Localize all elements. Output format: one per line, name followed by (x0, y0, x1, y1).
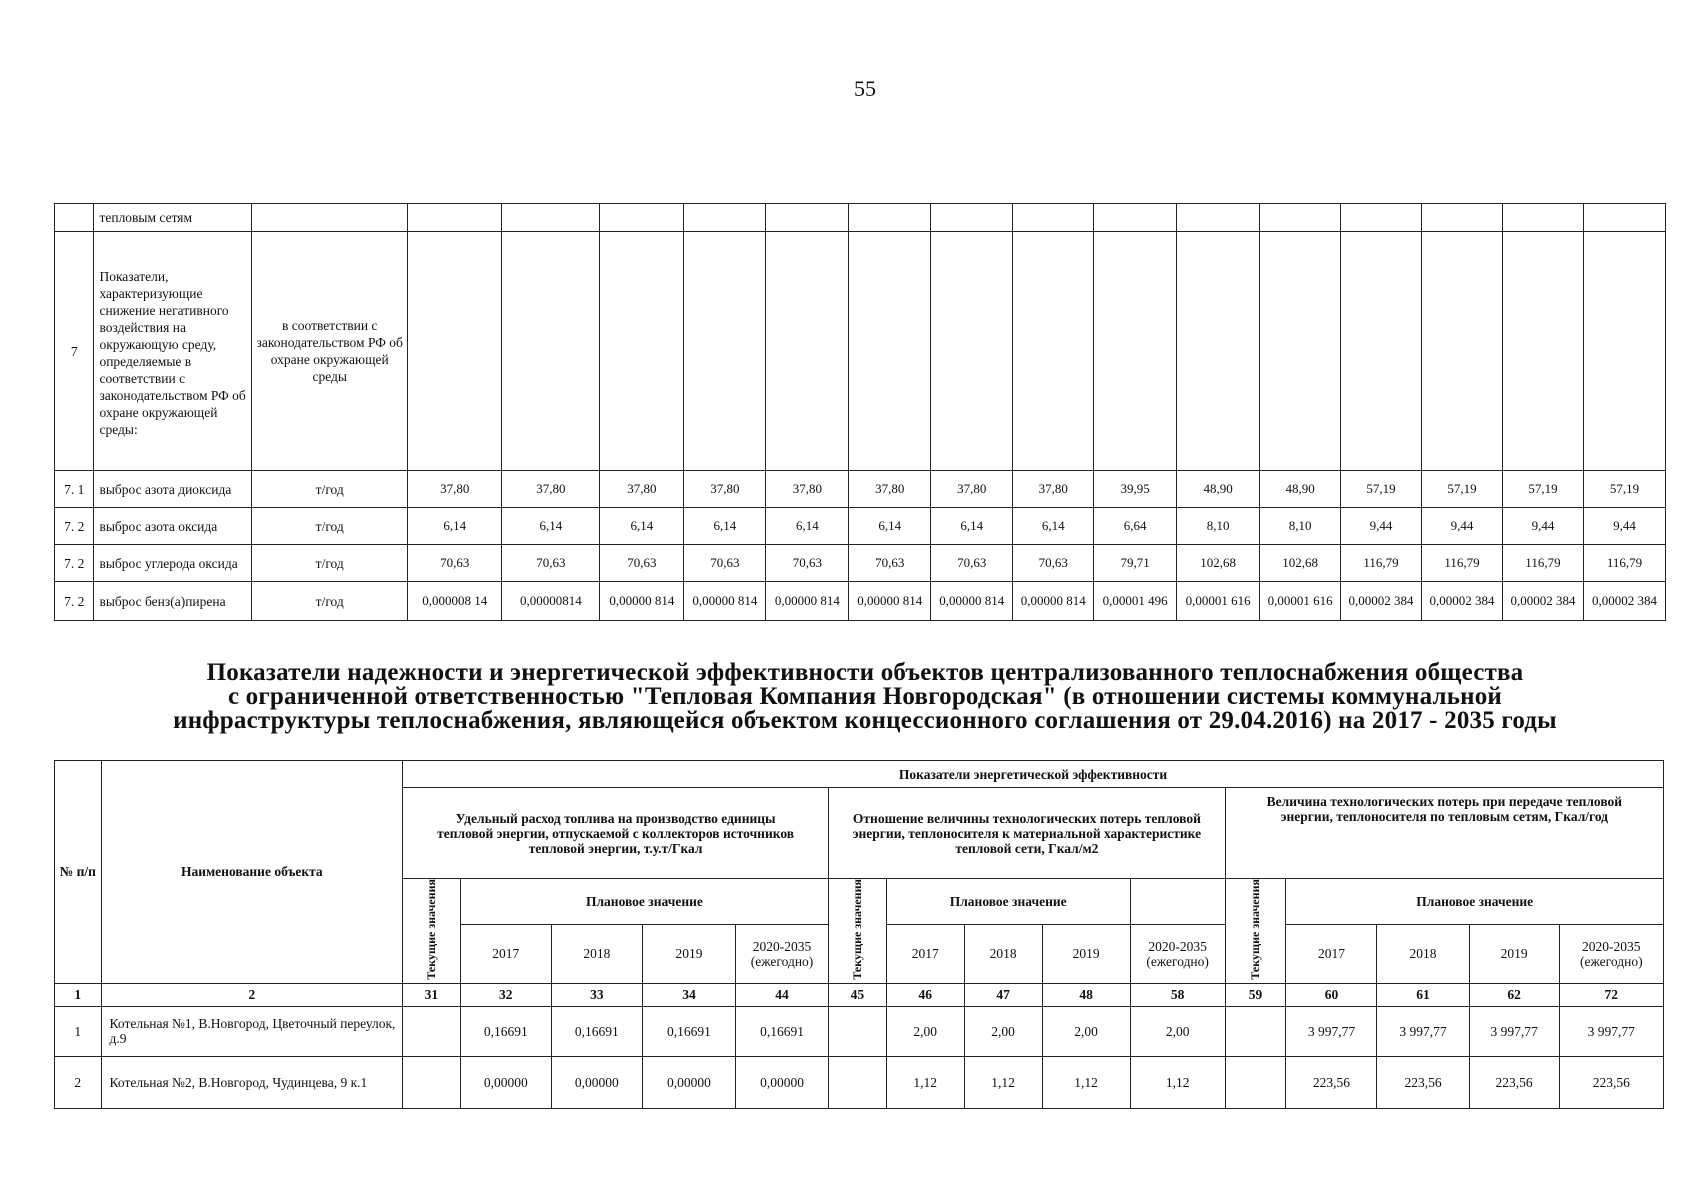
value-cell: 116,79 (1341, 545, 1422, 582)
value-cell: 57,19 (1583, 471, 1665, 508)
value-cell: 0,00000 814 (931, 582, 1013, 621)
object-name: Котельная №1, В.Новгород, Цветочный переулок, д.9 (101, 1006, 403, 1056)
value-cell: 0,00002 384 (1502, 582, 1583, 621)
value-cell: 70,63 (600, 545, 684, 582)
group-title-fuel: Удельный расход топлива на производство единицы тепловой энергии, отпускаемой с коллекторов источников тепловой энергии, т.у.т/Гкал (403, 788, 829, 879)
value-cell: 223,56 (1286, 1056, 1377, 1108)
value-cell: 57,19 (1422, 471, 1503, 508)
value-cell (1225, 1056, 1286, 1108)
value-cell: 0,00001 616 (1260, 582, 1341, 621)
year-header: 2020-2035 (ежегодно) (1130, 924, 1225, 983)
index-cell: 60 (1286, 983, 1377, 1006)
value-cell: 8,10 (1260, 508, 1341, 545)
value-cell: 0,00000 (735, 1056, 828, 1108)
row-unit: т/год (252, 545, 408, 582)
index-cell: 46 (886, 983, 964, 1006)
value-cell: 48,90 (1260, 471, 1341, 508)
value-cell: 37,80 (684, 471, 766, 508)
value-cell: 57,19 (1341, 471, 1422, 508)
value-cell: 37,80 (408, 471, 502, 508)
value-cell: 0,00000 814 (1013, 582, 1094, 621)
value-cell: 3 997,77 (1469, 1006, 1559, 1056)
index-cell: 32 (460, 983, 551, 1006)
index-row (55, 983, 1664, 1006)
row-number: 7. 2 (55, 545, 94, 582)
value-cell: 37,80 (600, 471, 684, 508)
value-cell (403, 1006, 461, 1056)
title-line: с ограниченной ответственностью "Тепловая Компания Новгородская" (в отношении системы коммунальной (227, 683, 1503, 710)
value-cell: 39,95 (1094, 471, 1177, 508)
index-cell: 58 (1130, 983, 1225, 1006)
value-cell: 9,44 (1583, 508, 1665, 545)
plan-header: Плановое значение (886, 879, 1130, 925)
value-cell: 1,12 (1130, 1056, 1225, 1108)
row-label: тепловым сетям (94, 204, 252, 232)
table-row (55, 582, 1666, 621)
value-cell: 0,00000 (642, 1056, 735, 1108)
year-header: 2017 (1286, 924, 1377, 983)
value-cell: 3 997,77 (1559, 1006, 1663, 1056)
value-cell: 223,56 (1559, 1056, 1663, 1108)
row-number: 7. 2 (55, 508, 94, 545)
value-cell: 70,63 (849, 545, 931, 582)
value-cell: 0,00002 384 (1341, 582, 1422, 621)
table-row (55, 1006, 1664, 1056)
value-cell: 70,63 (766, 545, 849, 582)
value-cell: 0,00000 (460, 1056, 551, 1108)
value-cell: 3 997,77 (1377, 1006, 1469, 1056)
plan-header: Плановое значение (1286, 879, 1664, 925)
value-cell: 79,71 (1094, 545, 1177, 582)
value-cell: 9,44 (1422, 508, 1503, 545)
value-cell: 116,79 (1422, 545, 1503, 582)
current-header: Текущие значения (403, 879, 461, 984)
value-cell: 0,00001 496 (1094, 582, 1177, 621)
value-cell (829, 1006, 887, 1056)
value-cell: 0,00000 814 (766, 582, 849, 621)
row-number: 7. 2 (55, 582, 94, 621)
year-header: 2019 (642, 924, 735, 983)
value-cell: 1,12 (886, 1056, 964, 1108)
value-cell: 70,63 (1013, 545, 1094, 582)
index-cell: 48 (1042, 983, 1130, 1006)
index-cell: 1 (55, 983, 102, 1006)
value-cell: 37,80 (1013, 471, 1094, 508)
title-line: Показатели надежности и энергетической эффективности объектов централизованного теплоснабжения общества (206, 659, 1524, 686)
index-cell: 33 (551, 983, 642, 1006)
year-header: 2017 (460, 924, 551, 983)
year-header: 2019 (1042, 924, 1130, 983)
value-cell: 37,80 (931, 471, 1013, 508)
index-cell: 61 (1377, 983, 1469, 1006)
row-number: 7 (55, 232, 94, 471)
value-cell: 37,80 (766, 471, 849, 508)
row-number: 1 (55, 1006, 102, 1056)
section-title (70, 661, 1660, 733)
value-cell: 0,00000814 (502, 582, 600, 621)
value-cell: 37,80 (849, 471, 931, 508)
value-cell: 102,68 (1260, 545, 1341, 582)
row-label: выброс азота диоксида (94, 471, 252, 508)
value-cell: 6,14 (600, 508, 684, 545)
value-cell: 0,00001 616 (1177, 582, 1260, 621)
index-cell: 31 (403, 983, 461, 1006)
value-cell: 3 997,77 (1286, 1006, 1377, 1056)
row-number: 2 (55, 1056, 102, 1108)
table-row (55, 232, 1666, 471)
value-cell: 2,00 (886, 1006, 964, 1056)
table-row (55, 471, 1666, 508)
row-label: выброс бенз(а)пирена (94, 582, 252, 621)
year-header: 2018 (964, 924, 1042, 983)
group-title-loss-ratio: Отношение величины технологических потерь тепловой энергии, теплоносителя к материальной характеристике тепловой сети, Гкал/м2 (829, 788, 1226, 879)
value-cell: 0,16691 (642, 1006, 735, 1056)
emissions-table (54, 203, 1666, 621)
page-number: 55 (854, 76, 876, 101)
row-unit: т/год (252, 582, 408, 621)
value-cell: 0,000008 14 (408, 582, 502, 621)
value-cell: 0,00002 384 (1583, 582, 1665, 621)
col-name-header: Наименование объекта (101, 761, 403, 984)
value-cell: 2,00 (1130, 1006, 1225, 1056)
index-cell: 47 (964, 983, 1042, 1006)
value-cell: 6,14 (931, 508, 1013, 545)
value-cell: 6,14 (1013, 508, 1094, 545)
year-header: 2020-2035 (ежегодно) (735, 924, 828, 983)
value-cell: 9,44 (1502, 508, 1583, 545)
value-cell: 0,00000 814 (684, 582, 766, 621)
value-cell: 2,00 (964, 1006, 1042, 1056)
current-header: Текущие значения (829, 879, 887, 984)
value-cell: 0,00000 814 (600, 582, 684, 621)
table-row (55, 545, 1666, 582)
value-cell: 102,68 (1177, 545, 1260, 582)
value-cell: 0,16691 (551, 1006, 642, 1056)
row-label: Показатели, характеризующие снижение негативного воздействия на окружающую среду, определяемые в соответствии с законодательством РФ об охране окружающей среды: (94, 232, 252, 471)
index-cell: 45 (829, 983, 887, 1006)
value-cell: 0,00002 384 (1422, 582, 1503, 621)
table-row (55, 204, 1666, 232)
table-row (55, 508, 1666, 545)
value-cell: 223,56 (1469, 1056, 1559, 1108)
index-cell: 72 (1559, 983, 1663, 1006)
value-cell: 0,00000 (551, 1056, 642, 1108)
value-cell: 48,90 (1177, 471, 1260, 508)
year-header: 2018 (551, 924, 642, 983)
value-cell: 70,63 (684, 545, 766, 582)
value-cell: 6,14 (849, 508, 931, 545)
value-cell: 6,64 (1094, 508, 1177, 545)
index-cell: 34 (642, 983, 735, 1006)
value-cell: 6,14 (684, 508, 766, 545)
row-unit: т/год (252, 508, 408, 545)
value-cell (403, 1056, 461, 1108)
value-cell: 0,16691 (460, 1006, 551, 1056)
value-cell: 6,14 (502, 508, 600, 545)
value-cell: 0,00000 814 (849, 582, 931, 621)
year-header: 2017 (886, 924, 964, 983)
index-cell: 2 (101, 983, 403, 1006)
col-num-header: № п/п (55, 761, 102, 984)
title-line: инфраструктуры теплоснабжения, являющейся объектом концессионного соглашения от 29.04.2016) на 2017 - 2035 годы (173, 707, 1557, 734)
year-header: 2020-2035 (ежегодно) (1559, 924, 1663, 983)
value-cell: 1,12 (1042, 1056, 1130, 1108)
index-cell: 59 (1225, 983, 1286, 1006)
energy-efficiency-table (54, 760, 1664, 1109)
row-number: 7. 1 (55, 471, 94, 508)
current-header: Текущие значения (1225, 879, 1286, 984)
row-label: выброс азота оксида (94, 508, 252, 545)
plan-header: Плановое значение (460, 879, 828, 925)
object-name: Котельная №2, В.Новгород, Чудинцева, 9 к.1 (101, 1056, 403, 1108)
row-unit: т/год (252, 471, 408, 508)
value-cell: 37,80 (502, 471, 600, 508)
value-cell: 116,79 (1502, 545, 1583, 582)
value-cell: 9,44 (1341, 508, 1422, 545)
value-cell: 8,10 (1177, 508, 1260, 545)
group-title-loss-value: Величина технологических потерь при передаче тепловой энергии, теплоносителя по тепловым сетям, Гкал/год (1225, 788, 1663, 879)
index-cell: 44 (735, 983, 828, 1006)
value-cell: 223,56 (1377, 1056, 1469, 1108)
value-cell: 70,63 (931, 545, 1013, 582)
year-header: 2019 (1469, 924, 1559, 983)
year-header: 2018 (1377, 924, 1469, 983)
value-cell: 1,12 (964, 1056, 1042, 1108)
value-cell: 70,63 (408, 545, 502, 582)
row-unit: в соответствии с законодательством РФ об охране окружающей среды (252, 232, 408, 471)
value-cell: 6,14 (408, 508, 502, 545)
table-row (55, 1056, 1664, 1108)
value-cell: 0,16691 (735, 1006, 828, 1056)
value-cell: 2,00 (1042, 1006, 1130, 1056)
row-label: выброс углерода оксида (94, 545, 252, 582)
value-cell (829, 1056, 887, 1108)
value-cell: 57,19 (1502, 471, 1583, 508)
value-cell: 70,63 (502, 545, 600, 582)
value-cell (1225, 1006, 1286, 1056)
group-header: Показатели энергетической эффективности (403, 761, 1664, 788)
value-cell: 116,79 (1583, 545, 1665, 582)
index-cell: 62 (1469, 983, 1559, 1006)
value-cell: 6,14 (766, 508, 849, 545)
